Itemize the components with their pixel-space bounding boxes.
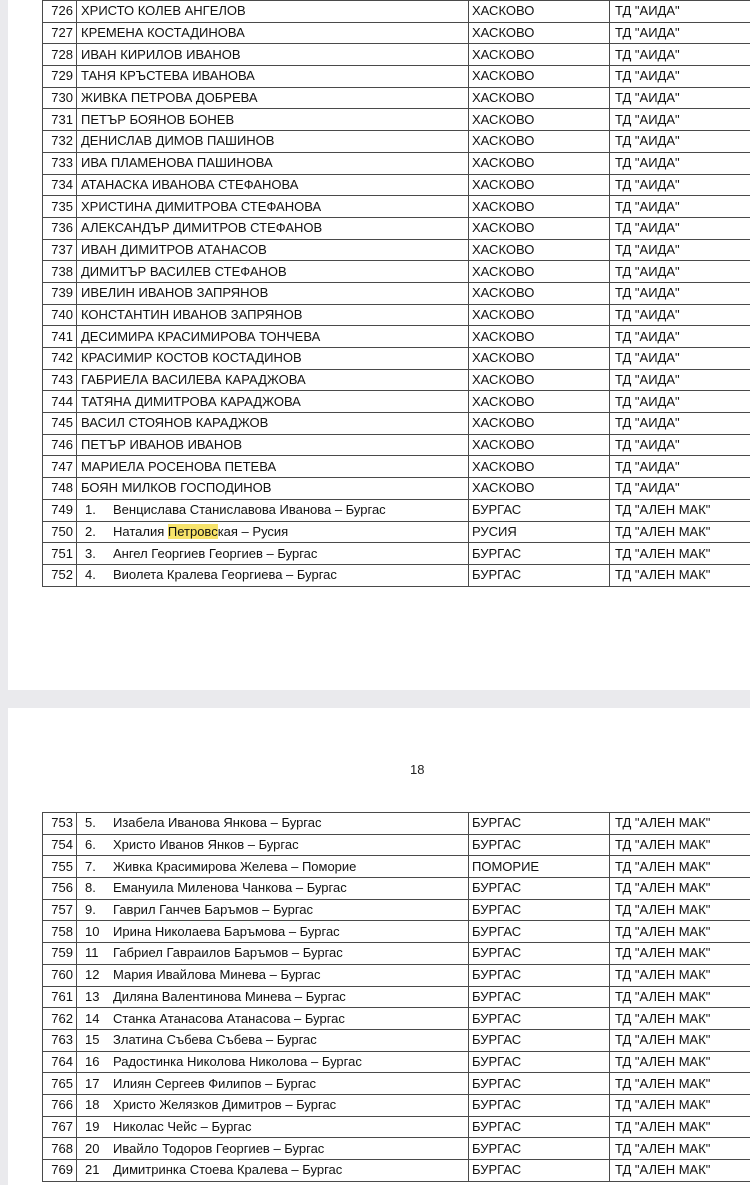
row-number: 769 (43, 1160, 77, 1182)
row-number: 729 (43, 66, 77, 88)
club-cell: ТД "АИДА" (610, 239, 750, 261)
row-number: 746 (43, 434, 77, 456)
table-row (43, 239, 750, 261)
document-page-2 (8, 708, 750, 1185)
participant-name (77, 1138, 469, 1160)
name-text: Димитринка Стоева Кралева – Бургас (113, 1162, 343, 1178)
participant-name (77, 1051, 469, 1073)
participant-name (77, 856, 469, 878)
name-text: ИВАН ДИМИТРОВ АТАНАСОВ (81, 241, 267, 257)
club-cell: ТД "АИДА" (610, 282, 750, 304)
table-row (43, 348, 750, 370)
participant-name (77, 564, 469, 586)
participants-table-2 (42, 812, 750, 1182)
name-text: БОЯН МИЛКОВ ГОСПОДИНОВ (81, 480, 272, 496)
name-text: ТАТЯНА ДИМИТРОВА КАРАДЖОВА (81, 393, 301, 409)
participant-name (77, 456, 469, 478)
table-row (43, 856, 750, 878)
participant-name (77, 921, 469, 943)
page-number: 18 (410, 762, 425, 777)
table-row (43, 44, 750, 66)
name-text: кая – Русия (217, 523, 289, 539)
list-index: 6. (85, 837, 96, 853)
name-text: Ангел Георгиев Георгиев – Бургас (113, 545, 318, 561)
participant-name (77, 282, 469, 304)
participant-name (77, 239, 469, 261)
town-cell: ХАСКОВО (469, 109, 610, 131)
town-cell: ХАСКОВО (469, 304, 610, 326)
participant-name (77, 964, 469, 986)
participant-name (77, 348, 469, 370)
list-index: 21 (85, 1162, 100, 1178)
row-number: 737 (43, 239, 77, 261)
participant-name (77, 391, 469, 413)
list-index: 20 (85, 1140, 100, 1156)
list-index: 10 (85, 923, 100, 939)
row-number: 758 (43, 921, 77, 943)
row-number: 731 (43, 109, 77, 131)
name-text: ИВА ПЛАМЕНОВА ПАШИНОВА (81, 155, 273, 171)
participant-name (77, 899, 469, 921)
table-row (43, 1073, 750, 1095)
town-cell: БУРГАС (469, 986, 610, 1008)
table-row (43, 499, 750, 521)
club-cell: ТД "АИДА" (610, 217, 750, 239)
table-row (43, 174, 750, 196)
table-row (43, 1160, 750, 1182)
town-cell: ХАСКОВО (469, 131, 610, 153)
row-number: 742 (43, 348, 77, 370)
participant-name (77, 434, 469, 456)
town-cell: БУРГАС (469, 878, 610, 900)
club-cell: ТД "АИДА" (610, 131, 750, 153)
list-index: 3. (85, 545, 96, 561)
row-number: 736 (43, 217, 77, 239)
club-cell: ТД "АЛЕН МАК" (610, 1073, 750, 1095)
name-text: МАРИЕЛА РОСЕНОВА ПЕТЕВА (81, 458, 277, 474)
town-cell: ХАСКОВО (469, 239, 610, 261)
club-cell: ТД "АЛЕН МАК" (610, 943, 750, 965)
town-cell: БУРГАС (469, 1029, 610, 1051)
club-cell: ТД "АЛЕН МАК" (610, 1116, 750, 1138)
town-cell: ХАСКОВО (469, 282, 610, 304)
table-row (43, 564, 750, 586)
list-index: 17 (85, 1075, 100, 1091)
club-cell: ТД "АЛЕН МАК" (610, 1160, 750, 1182)
row-number: 762 (43, 1008, 77, 1030)
participant-name (77, 1094, 469, 1116)
club-cell: ТД "АЛЕН МАК" (610, 521, 750, 543)
participant-name (77, 878, 469, 900)
list-index: 2. (85, 523, 96, 539)
town-cell: ХАСКОВО (469, 1, 610, 23)
club-cell: ТД "АИДА" (610, 326, 750, 348)
club-cell: ТД "АЛЕН МАК" (610, 878, 750, 900)
participants-table-1 (42, 0, 750, 587)
town-cell: РУСИЯ (469, 521, 610, 543)
table-row (43, 943, 750, 965)
participant-name (77, 1, 469, 23)
participant-name (77, 1029, 469, 1051)
town-cell: БУРГАС (469, 1138, 610, 1160)
table-row (43, 304, 750, 326)
table-row (43, 456, 750, 478)
row-number: 732 (43, 131, 77, 153)
name-text: Златина Събева Събева – Бургас (113, 1032, 317, 1048)
row-number: 766 (43, 1094, 77, 1116)
club-cell: ТД "АИДА" (610, 66, 750, 88)
table-row (43, 131, 750, 153)
name-text: Емануила Миленова Чанкова – Бургас (113, 880, 347, 896)
participant-name (77, 943, 469, 965)
name-text: Наталия (113, 523, 168, 539)
name-text: Христо Иванов Янков – Бургас (113, 837, 299, 853)
club-cell: ТД "АЛЕН МАК" (610, 964, 750, 986)
town-cell: БУРГАС (469, 543, 610, 565)
row-number: 745 (43, 413, 77, 435)
town-cell: БУРГАС (469, 943, 610, 965)
table-row (43, 87, 750, 109)
table-row (43, 521, 750, 543)
name-text: Мария Ивайлова Минева – Бургас (113, 967, 321, 983)
participant-name (77, 1073, 469, 1095)
participant-name (77, 543, 469, 565)
row-number: 733 (43, 152, 77, 174)
town-cell: БУРГАС (469, 834, 610, 856)
row-number: 759 (43, 943, 77, 965)
row-number: 760 (43, 964, 77, 986)
club-cell: ТД "АИДА" (610, 413, 750, 435)
participant-name (77, 369, 469, 391)
table-row (43, 413, 750, 435)
table-row (43, 1, 750, 23)
participant-name (77, 174, 469, 196)
table-row (43, 391, 750, 413)
club-cell: ТД "АИДА" (610, 348, 750, 370)
name-text: ХРИСТИНА ДИМИТРОВА СТЕФАНОВА (81, 198, 322, 214)
list-index: 5. (85, 815, 96, 831)
participant-name (77, 217, 469, 239)
name-text: Ирина Николаева Баръмова – Бургас (113, 923, 340, 939)
club-cell: ТД "АЛЕН МАК" (610, 1094, 750, 1116)
row-number: 753 (43, 813, 77, 835)
participant-name (77, 813, 469, 835)
town-cell: БУРГАС (469, 899, 610, 921)
table-row (43, 813, 750, 835)
name-text: ЖИВКА ПЕТРОВА ДОБРЕВА (81, 90, 258, 106)
list-index: 4. (85, 567, 96, 583)
club-cell: ТД "АИДА" (610, 87, 750, 109)
town-cell: БУРГАС (469, 964, 610, 986)
club-cell: ТД "АЛЕН МАК" (610, 543, 750, 565)
name-text: Виолета Кралева Георгиева – Бургас (113, 567, 337, 583)
name-text: Диляна Валентинова Минева – Бургас (113, 988, 346, 1004)
row-number: 764 (43, 1051, 77, 1073)
table-row (43, 1094, 750, 1116)
participant-name (77, 1116, 469, 1138)
club-cell: ТД "АЛЕН МАК" (610, 899, 750, 921)
row-number: 768 (43, 1138, 77, 1160)
name-text: Христо Желязков Димитров – Бургас (113, 1097, 337, 1113)
name-text: ВАСИЛ СТОЯНОВ КАРАДЖОВ (81, 415, 269, 431)
row-number: 726 (43, 1, 77, 23)
club-cell: ТД "АИДА" (610, 1, 750, 23)
name-text: Радостинка Николова Николова – Бургас (113, 1053, 362, 1069)
town-cell: ХАСКОВО (469, 196, 610, 218)
table-row (43, 109, 750, 131)
club-cell: ТД "АИДА" (610, 196, 750, 218)
table-row (43, 964, 750, 986)
name-text: КОНСТАНТИН ИВАНОВ ЗАПРЯНОВ (81, 306, 303, 322)
row-number: 741 (43, 326, 77, 348)
row-number: 757 (43, 899, 77, 921)
list-index: 13 (85, 988, 100, 1004)
row-number: 755 (43, 856, 77, 878)
participant-name (77, 413, 469, 435)
town-cell: БУРГАС (469, 921, 610, 943)
town-cell: БУРГАС (469, 1008, 610, 1030)
list-index: 16 (85, 1053, 100, 1069)
table-row (43, 196, 750, 218)
participant-name (77, 152, 469, 174)
list-index: 18 (85, 1097, 100, 1113)
participant-name (77, 109, 469, 131)
participant-name (77, 986, 469, 1008)
participant-name (77, 66, 469, 88)
highlighted-text: Петровс (167, 523, 218, 539)
club-cell: ТД "АЛЕН МАК" (610, 986, 750, 1008)
table-row (43, 326, 750, 348)
town-cell: ХАСКОВО (469, 391, 610, 413)
table-row (43, 434, 750, 456)
town-cell: ХАСКОВО (469, 348, 610, 370)
participant-name (77, 1160, 469, 1182)
club-cell: ТД "АЛЕН МАК" (610, 856, 750, 878)
town-cell: ПОМОРИЕ (469, 856, 610, 878)
name-text: ИВАН КИРИЛОВ ИВАНОВ (81, 46, 241, 62)
row-number: 727 (43, 22, 77, 44)
name-text: ТАНЯ КРЪСТЕВА ИВАНОВА (81, 68, 255, 84)
name-text: ПЕТЪР ИВАНОВ ИВАНОВ (81, 437, 242, 453)
town-cell: ХАСКОВО (469, 326, 610, 348)
row-number: 740 (43, 304, 77, 326)
name-text: Венцислава Станиславова Иванова – Бургас (113, 502, 386, 518)
name-text: Станка Атанасова Атанасова – Бургас (113, 1010, 345, 1026)
town-cell: ХАСКОВО (469, 87, 610, 109)
town-cell: ХАСКОВО (469, 456, 610, 478)
table-row (43, 1008, 750, 1030)
participant-name (77, 196, 469, 218)
participant-name (77, 22, 469, 44)
participant-name (77, 1008, 469, 1030)
list-index: 1. (85, 502, 96, 518)
name-text: АТАНАСКА ИВАНОВА СТЕФАНОВА (81, 176, 299, 192)
name-text: КРЕМЕНА КОСТАДИНОВА (81, 25, 245, 41)
club-cell: ТД "АЛЕН МАК" (610, 834, 750, 856)
participant-name (77, 87, 469, 109)
row-number: 767 (43, 1116, 77, 1138)
town-cell: ХАСКОВО (469, 22, 610, 44)
name-text: Живка Красимирова Желева – Поморие (113, 858, 357, 874)
name-text: ИВЕЛИН ИВАНОВ ЗАПРЯНОВ (81, 285, 269, 301)
row-number: 744 (43, 391, 77, 413)
participant-name (77, 131, 469, 153)
table-row (43, 66, 750, 88)
participant-name (77, 326, 469, 348)
club-cell: ТД "АИДА" (610, 22, 750, 44)
list-index: 8. (85, 880, 96, 896)
town-cell: ХАСКОВО (469, 413, 610, 435)
row-number: 750 (43, 521, 77, 543)
table-row (43, 1116, 750, 1138)
name-text: ДИМИТЪР ВАСИЛЕВ СТЕФАНОВ (81, 263, 287, 279)
name-text: Николас Чейс – Бургас (113, 1118, 252, 1134)
club-cell: ТД "АИДА" (610, 478, 750, 500)
participant-name (77, 44, 469, 66)
club-cell: ТД "АЛЕН МАК" (610, 564, 750, 586)
table-row (43, 282, 750, 304)
name-text: ГАБРИЕЛА ВАСИЛЕВА КАРАДЖОВА (81, 372, 306, 388)
table-row (43, 261, 750, 283)
club-cell: ТД "АЛЕН МАК" (610, 1051, 750, 1073)
club-cell: ТД "АИДА" (610, 434, 750, 456)
club-cell: ТД "АИДА" (610, 369, 750, 391)
row-number: 743 (43, 369, 77, 391)
name-text: Изабела Иванова Янкова – Бургас (113, 815, 322, 831)
participant-name (77, 304, 469, 326)
table-row (43, 1138, 750, 1160)
table-row (43, 543, 750, 565)
list-index: 7. (85, 858, 96, 874)
name-text: ДЕСИМИРА КРАСИМИРОВА ТОНЧЕВА (81, 328, 321, 344)
club-cell: ТД "АЛЕН МАК" (610, 813, 750, 835)
participant-name (77, 261, 469, 283)
name-text: КРАСИМИР КОСТОВ КОСТАДИНОВ (81, 350, 302, 366)
town-cell: БУРГАС (469, 1051, 610, 1073)
row-number: 756 (43, 878, 77, 900)
town-cell: ХАСКОВО (469, 174, 610, 196)
list-index: 19 (85, 1118, 100, 1134)
row-number: 761 (43, 986, 77, 1008)
table-row (43, 369, 750, 391)
table-row (43, 152, 750, 174)
club-cell: ТД "АИДА" (610, 44, 750, 66)
club-cell: ТД "АИДА" (610, 456, 750, 478)
club-cell: ТД "АИДА" (610, 109, 750, 131)
row-number: 747 (43, 456, 77, 478)
town-cell: ХАСКОВО (469, 369, 610, 391)
name-text: ПЕТЪР БОЯНОВ БОНЕВ (81, 111, 235, 127)
club-cell: ТД "АИДА" (610, 174, 750, 196)
row-number: 765 (43, 1073, 77, 1095)
name-text: Гаврил Ганчев Баръмов – Бургас (113, 902, 314, 918)
club-cell: ТД "АИДА" (610, 152, 750, 174)
row-number: 730 (43, 87, 77, 109)
table-row (43, 834, 750, 856)
list-index: 14 (85, 1010, 100, 1026)
table-row (43, 878, 750, 900)
row-number: 763 (43, 1029, 77, 1051)
town-cell: ХАСКОВО (469, 152, 610, 174)
row-number: 749 (43, 499, 77, 521)
table-row (43, 217, 750, 239)
name-text: Илиян Сергеев Филипов – Бургас (113, 1075, 316, 1091)
club-cell: ТД "АЛЕН МАК" (610, 1029, 750, 1051)
town-cell: ХАСКОВО (469, 66, 610, 88)
document-page-1 (8, 0, 750, 690)
club-cell: ТД "АЛЕН МАК" (610, 499, 750, 521)
row-number: 728 (43, 44, 77, 66)
row-number: 751 (43, 543, 77, 565)
town-cell: ХАСКОВО (469, 478, 610, 500)
list-index: 9. (85, 902, 96, 918)
town-cell: ХАСКОВО (469, 44, 610, 66)
town-cell: БУРГАС (469, 564, 610, 586)
club-cell: ТД "АИДА" (610, 391, 750, 413)
list-index: 12 (85, 967, 100, 983)
row-number: 754 (43, 834, 77, 856)
participant-name (77, 478, 469, 500)
town-cell: БУРГАС (469, 1116, 610, 1138)
table-row (43, 478, 750, 500)
town-cell: ХАСКОВО (469, 261, 610, 283)
town-cell: БУРГАС (469, 1160, 610, 1182)
participant-name (77, 521, 469, 543)
table-row (43, 986, 750, 1008)
list-index: 11 (85, 945, 99, 961)
town-cell: БУРГАС (469, 813, 610, 835)
name-text: ДЕНИСЛАВ ДИМОВ ПАШИНОВ (81, 133, 275, 149)
name-text: Габриел Гавраилов Баръмов – Бургас (113, 945, 343, 961)
table-row (43, 1029, 750, 1051)
club-cell: ТД "АЛЕН МАК" (610, 921, 750, 943)
town-cell: БУРГАС (469, 1073, 610, 1095)
club-cell: ТД "АЛЕН МАК" (610, 1138, 750, 1160)
table-row (43, 22, 750, 44)
participant-name (77, 834, 469, 856)
row-number: 748 (43, 478, 77, 500)
row-number: 734 (43, 174, 77, 196)
row-number: 735 (43, 196, 77, 218)
table-row (43, 899, 750, 921)
table-row (43, 921, 750, 943)
club-cell: ТД "АИДА" (610, 304, 750, 326)
row-number: 739 (43, 282, 77, 304)
club-cell: ТД "АЛЕН МАК" (610, 1008, 750, 1030)
name-text: ХРИСТО КОЛЕВ АНГЕЛОВ (81, 3, 246, 19)
row-number: 752 (43, 564, 77, 586)
club-cell: ТД "АИДА" (610, 261, 750, 283)
town-cell: ХАСКОВО (469, 434, 610, 456)
town-cell: БУРГАС (469, 499, 610, 521)
name-text: Ивайло Тодоров Георгиев – Бургас (113, 1140, 325, 1156)
participant-name (77, 499, 469, 521)
name-text: АЛЕКСАНДЪР ДИМИТРОВ СТЕФАНОВ (81, 220, 323, 236)
town-cell: БУРГАС (469, 1094, 610, 1116)
list-index: 15 (85, 1032, 100, 1048)
table-row (43, 1051, 750, 1073)
row-number: 738 (43, 261, 77, 283)
town-cell: ХАСКОВО (469, 217, 610, 239)
